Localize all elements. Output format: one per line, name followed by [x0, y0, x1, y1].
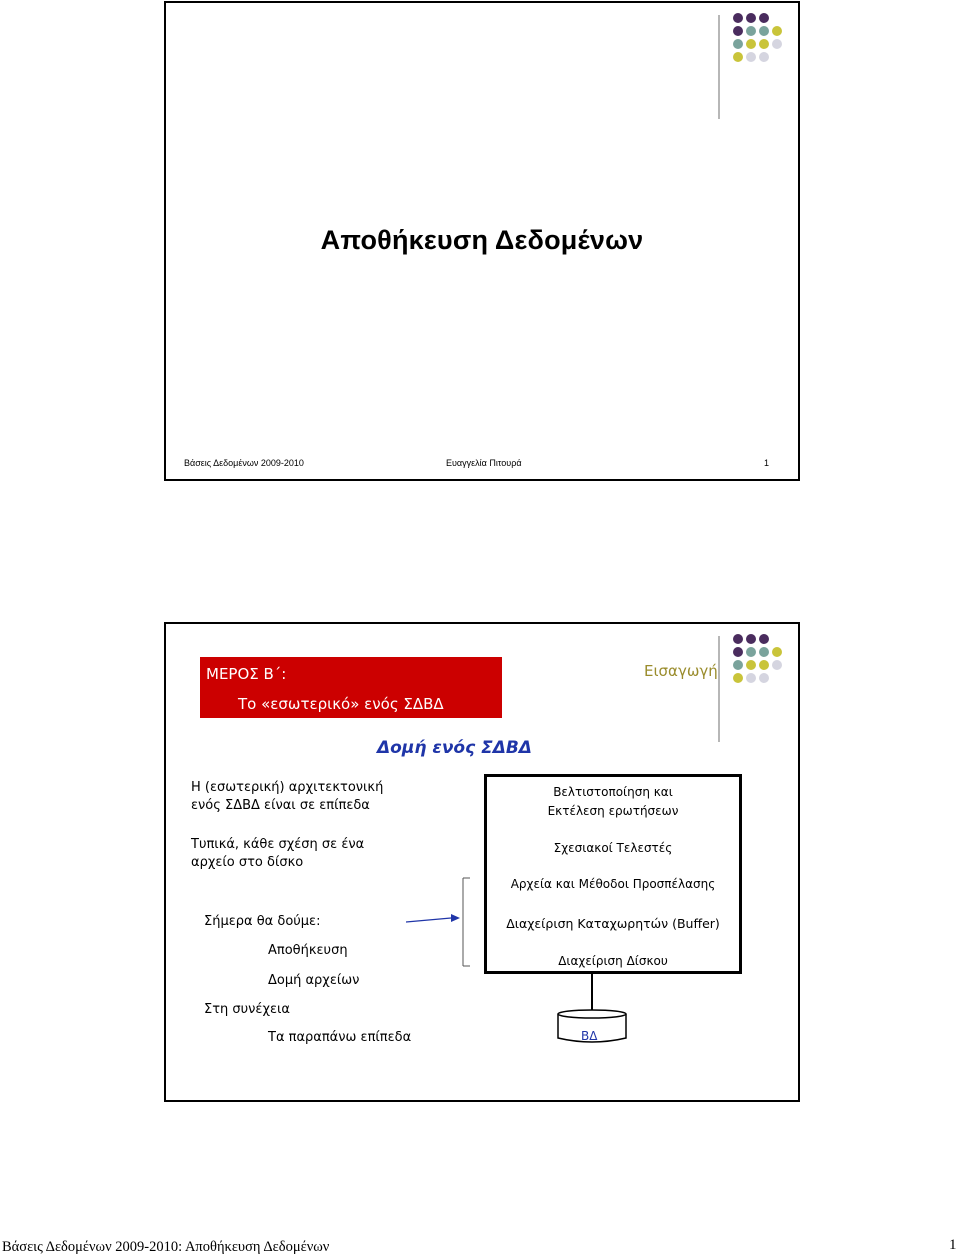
architecture-line-2: ενός ΣΔΒΔ είναι σε επίπεδα — [191, 798, 370, 813]
decorative-dot — [746, 647, 756, 657]
decorative-dot — [759, 52, 769, 62]
arrow-bracket-icon — [406, 876, 486, 996]
decorative-rule — [718, 15, 720, 119]
layer-relational-ops: Σχεσιακοί Τελεστές — [553, 841, 673, 855]
architecture-line-1: Η (εσωτερική) αρχιτεκτονική — [191, 780, 384, 795]
decorative-dot — [759, 647, 769, 657]
section-label: Εισαγωγή — [644, 662, 718, 680]
slide-2 — [164, 622, 800, 1102]
above-levels-item: Τα παραπάνω επίπεδα — [268, 1030, 412, 1045]
decorative-dot — [733, 647, 743, 657]
banner-line-1: ΜΕΡΟΣ Β΄: — [206, 665, 287, 683]
decorative-dot — [746, 39, 756, 49]
decorative-dot — [772, 39, 782, 49]
footer-course: Βάσεις Δεδομένων 2009-2010 — [184, 458, 304, 468]
decorative-dot — [733, 39, 743, 49]
decorative-dot — [733, 673, 743, 683]
decorative-dot — [772, 647, 782, 657]
page-footer — [2, 1239, 329, 1256]
decorative-dot — [733, 13, 743, 23]
part-banner — [200, 657, 502, 718]
footer-author: Ευαγγελία Πιτουρά — [446, 458, 522, 468]
page-number: 1 — [949, 1237, 957, 1253]
file-structure-item: Δομή αρχείων — [268, 973, 360, 988]
slide-heading: Δομή ενός ΣΔΒΔ — [377, 738, 532, 758]
page-footer-text: Βάσεις Δεδομένων 2009-2010: Αποθήκευση Δεδομένων — [2, 1239, 330, 1255]
decorative-rule — [718, 636, 720, 742]
today-label: Σήμερα θα δούμε: — [204, 914, 321, 929]
slide-title: Αποθήκευση Δεδομένων — [320, 225, 644, 255]
decorative-dot — [746, 673, 756, 683]
decorative-dot — [746, 26, 756, 36]
decorative-dot — [759, 673, 769, 683]
decorative-dot — [746, 13, 756, 23]
layer-query-opt-line-2: Εκτέλεση ερωτήσεων — [547, 804, 679, 818]
storage-item: Αποθήκευση — [268, 943, 348, 958]
decorative-dot — [759, 26, 769, 36]
footer-slide-number: 1 — [764, 458, 770, 468]
decorative-dot — [746, 634, 756, 644]
decorative-dot — [733, 660, 743, 670]
decorative-dot — [746, 52, 756, 62]
decorative-dot — [746, 660, 756, 670]
decorative-dot — [772, 660, 782, 670]
decorative-dot — [759, 39, 769, 49]
dbms-layer-stack — [484, 774, 742, 974]
decorative-dot — [733, 52, 743, 62]
banner-line-2: Το «εσωτερικό» ενός ΣΔΒΔ — [238, 695, 444, 713]
layer-disk-mgmt: Διαχείριση Δίσκου — [558, 954, 668, 968]
layer-files-access: Αρχεία και Μέθοδοι Προσπέλασης — [510, 877, 716, 891]
relation-file-line-2: αρχείο στο δίσκο — [191, 855, 304, 870]
slide-1 — [164, 1, 800, 481]
decorative-dot — [733, 26, 743, 36]
layer-query-opt-line-1: Βελτιστοποίηση και — [553, 785, 673, 799]
layer-buffer-mgmt: Διαχείριση Καταχωρητών (Buffer) — [506, 916, 720, 931]
decorative-dot — [759, 13, 769, 23]
database-label: ΒΔ — [581, 1029, 598, 1043]
decorative-dot — [759, 660, 769, 670]
decorative-dot — [772, 26, 782, 36]
decorative-dot — [733, 634, 743, 644]
next-label: Στη συνέχεια — [204, 1002, 290, 1017]
decorative-dot — [759, 634, 769, 644]
relation-file-line-1: Τυπικά, κάθε σχέση σε ένα — [191, 837, 365, 852]
